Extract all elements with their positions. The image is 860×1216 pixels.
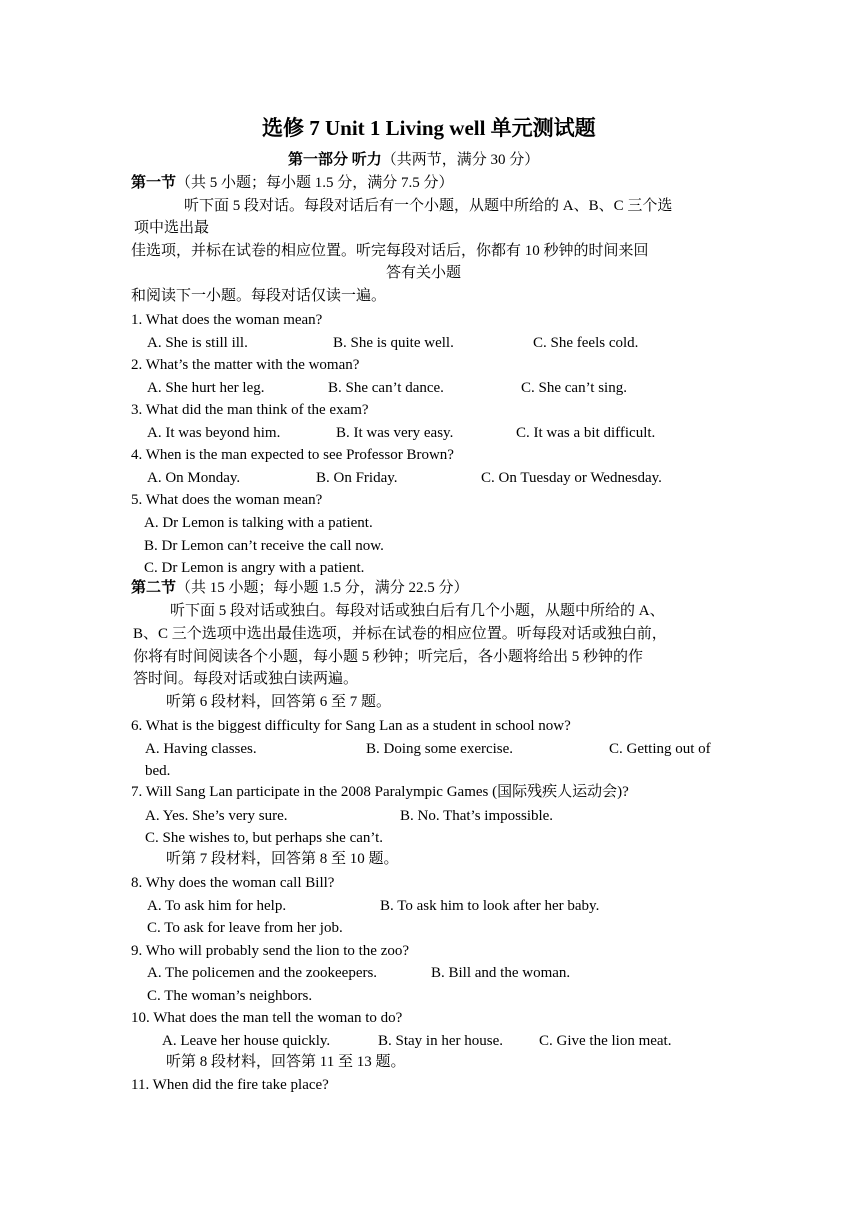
option-a: A. On Monday.: [147, 470, 241, 486]
section1-instr-line: 项中选出最: [134, 220, 210, 236]
part1-heading-note: （共两节，满分 30 分）: [381, 152, 540, 168]
section1-heading-bold: 第一节: [131, 175, 177, 191]
option-c: C. She feels cold.: [533, 335, 639, 351]
material-note: 听第 8 段材料，回答第 11 至 13 题。: [166, 1054, 406, 1070]
material-note: 听第 6 段材料，回答第 6 至 7 题。: [166, 694, 392, 710]
question-stem: 11. When did the fire take place?: [131, 1077, 329, 1093]
option-a: A. To ask him for help.: [147, 898, 287, 914]
option-b: B. On Friday.: [316, 470, 398, 486]
section1-heading: [131, 174, 454, 192]
option-b: B. It was very easy.: [336, 425, 454, 441]
option-a: A. The policemen and the zookeepers.: [147, 965, 378, 981]
question-stem: 5. What does the woman mean?: [131, 492, 323, 508]
option-c: C. She can’t sing.: [521, 380, 627, 396]
option-c: C. On Tuesday or Wednesday.: [481, 470, 662, 486]
option-c: C. To ask for leave from her job.: [147, 920, 343, 936]
section2-heading: [131, 579, 469, 597]
question-stem: 3. What did the man think of the exam?: [131, 402, 369, 418]
option-b: B. Stay in her house.: [378, 1033, 503, 1049]
option-a: A. She hurt her leg.: [147, 380, 265, 396]
section1-instr-line: 佳选项，并标在试卷的相应位置。听完每段对话后，你都有 10 秒钟的时间来回: [131, 243, 649, 259]
section2-instr-line: 你将有时间阅读各个小题，每小题 5 秒钟；听完后，各小题将给出 5 秒钟的作: [133, 649, 644, 665]
option-b: B. To ask him to look after her baby.: [380, 898, 600, 914]
section2-instr-line: B、C 三个选项中选出最佳选项，并标在试卷的相应位置。听每段对话或独白前，: [133, 626, 667, 642]
option-b: B. She is quite well.: [333, 335, 454, 351]
option-b: B. She can’t dance.: [328, 380, 444, 396]
question-stem: 7. Will Sang Lan participate in the 2008 Paralympic Games (国际残疾人运动会)?: [131, 784, 629, 800]
option-b: B. No. That’s impossible.: [400, 808, 554, 824]
section2-instr-line: 听下面 5 段对话或独白。每段对话或独白后有几个小题，从题中所给的 A、: [170, 603, 665, 619]
question-stem: 2. What’s the matter with the woman?: [131, 357, 360, 373]
option-a: A. Yes. She’s very sure.: [145, 808, 288, 824]
option-a: A. Leave her house quickly.: [162, 1033, 331, 1049]
option-c: C. It was a bit difficult.: [516, 425, 656, 441]
section1-instr-line: 听下面 5 段对话。每段对话后有一个小题，从题中所给的 A、B、C 三个选: [184, 198, 673, 214]
option-a: A. Dr Lemon is talking with a patient.: [144, 515, 373, 531]
option-b: B. Dr Lemon can’t receive the call now.: [144, 538, 384, 554]
section2-heading-note: （共 15 小题；每小题 1.5 分，满分 22.5 分）: [176, 580, 469, 596]
option-b: B. Doing some exercise.: [366, 741, 514, 757]
option-c: C. She wishes to, but perhaps she can’t.: [145, 830, 384, 846]
option-a: A. Having classes.: [145, 741, 257, 757]
section1-instr-line: 答有关小题: [386, 265, 462, 281]
question-stem: 8. Why does the woman call Bill?: [131, 875, 335, 891]
option-a: A. It was beyond him.: [147, 425, 281, 441]
question-stem: 9. Who will probably send the lion to the zoo?: [131, 943, 410, 959]
option-c: C. The woman’s neighbors.: [147, 988, 313, 1004]
question-stem: 4. When is the man expected to see Professor Brown?: [131, 447, 454, 463]
option-b: B. Bill and the woman.: [431, 965, 571, 981]
section2-instr-line: 答时间。每段对话或独白读两遍。: [133, 671, 359, 687]
option-c: C. Give the lion meat.: [539, 1033, 672, 1049]
section2-heading-bold: 第二节: [131, 580, 177, 596]
option-a: A. She is still ill.: [147, 335, 248, 351]
option-c: C. Getting out of: [609, 741, 711, 757]
part1-heading: [288, 151, 539, 169]
question-stem: 6. What is the biggest difficulty for Sang Lan as a student in school now?: [131, 718, 571, 734]
part1-heading-bold: 第一部分 听力: [288, 152, 382, 168]
question-stem: 1. What does the woman mean?: [131, 312, 323, 328]
option-c: C. Dr Lemon is angry with a patient.: [144, 560, 365, 576]
question-stem: 10. What does the man tell the woman to do?: [131, 1010, 403, 1026]
page-title: 选修 7 Unit 1 Living well 单元测试题: [262, 116, 596, 140]
option-c-continued: bed.: [145, 763, 171, 779]
material-note: 听第 7 段材料，回答第 8 至 10 题。: [166, 851, 399, 867]
section1-heading-note: （共 5 小题；每小题 1.5 分，满分 7.5 分）: [176, 175, 454, 191]
section1-instr-line: 和阅读下一小题。每段对话仅读一遍。: [131, 288, 387, 304]
